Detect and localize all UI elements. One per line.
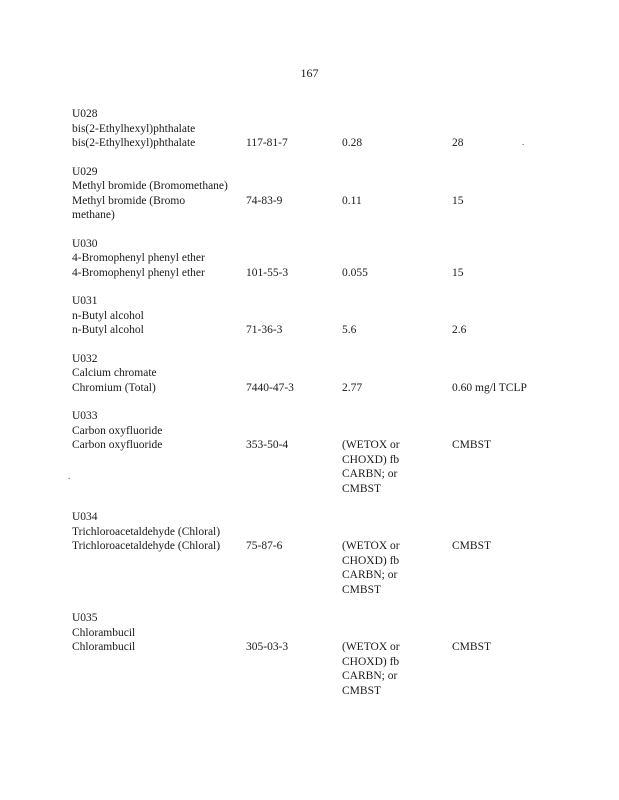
constituent-cell: [72, 640, 246, 698]
constituent-cell: [72, 266, 246, 281]
nonwastewater-standard: 15: [452, 194, 464, 207]
technology-standard-line: CHOXD) fb: [342, 655, 400, 668]
technology-standard-line: CHOXD) fb: [342, 453, 400, 466]
waste-name: Calcium chromate: [72, 367, 157, 379]
constituent-cell: [72, 438, 246, 496]
nonwastewater-cell: [452, 381, 572, 396]
wastewater-cell: [342, 539, 452, 597]
constituent-cell: [72, 194, 246, 223]
waste-entry: [72, 107, 572, 151]
waste-name: n-Butyl alcohol: [72, 309, 144, 322]
nonwastewater-cell: [452, 539, 572, 597]
cas-number: 74-83-9: [246, 194, 283, 207]
nonwastewater-cell: [452, 323, 572, 338]
technology-standard-line: (WETOX or: [342, 540, 400, 552]
nonwastewater-cell: [452, 266, 572, 281]
constituent-row: [72, 438, 572, 496]
waste-code: U028: [72, 108, 98, 120]
scan-speck: .: [522, 137, 525, 147]
wastewater-cell: [342, 381, 452, 396]
nonwastewater-standard: 15: [452, 266, 464, 279]
wastewater-cell: [342, 266, 452, 281]
waste-entry: [68, 409, 572, 496]
nonwastewater-cell: [452, 136, 572, 151]
constituent-row: [72, 539, 572, 597]
nonwastewater-standard: 2.6: [452, 324, 467, 336]
page-number: 167: [300, 66, 319, 80]
constituent-name: Carbon oxyfluoride: [72, 439, 163, 451]
nonwastewater-cell: [452, 194, 572, 223]
technology-standard-line: (WETOX or: [342, 439, 400, 451]
waste-name: 4-Bromophenyl phenyl ether: [72, 252, 205, 264]
cas-number: 353-50-4: [246, 439, 289, 451]
waste-code: U029: [72, 165, 98, 178]
nonwastewater-standard: CMBST: [452, 641, 491, 653]
waste-name: Trichloroacetaldehyde (Chloral): [72, 525, 221, 538]
waste-code-table: [68, 107, 572, 698]
constituent-row: [72, 323, 572, 338]
constituent-cell: [72, 539, 246, 597]
wastewater-standard: 0.11: [342, 194, 362, 207]
cas-number: 117-81-7: [246, 137, 288, 149]
waste-code: U031: [72, 295, 98, 307]
technology-standard-line: (WETOX or: [342, 641, 400, 653]
waste-code: U034: [72, 511, 98, 523]
wastewater-standard: 2.77: [342, 381, 363, 394]
constituent-name: Trichloroacetaldehyde (Chloral): [72, 540, 221, 552]
nonwastewater-standard: 0.60 mg/l TCLP: [452, 381, 527, 394]
waste-code: U035: [72, 612, 98, 624]
constituent-name: n-Butyl alcohol: [72, 324, 144, 336]
waste-entry: [72, 510, 572, 597]
wastewater-cell: [342, 438, 452, 496]
constituent-row: [72, 266, 572, 281]
technology-standard-line: CMBST: [342, 482, 381, 495]
scan-speck: .: [68, 471, 71, 481]
waste-name: Chlorambucil: [72, 626, 136, 639]
waste-name: bis(2-Ethylhexyl)phthalate: [72, 122, 196, 135]
constituent-row: [72, 640, 572, 698]
nonwastewater-standard: CMBST: [452, 540, 491, 552]
wastewater-cell: [342, 640, 452, 698]
technology-standard-line: CARBN; or: [342, 569, 398, 581]
cas-number: 71-36-3: [246, 324, 283, 336]
waste-entry: [72, 165, 572, 223]
waste-code: U033: [72, 410, 98, 422]
technology-standard-line: CMBST: [342, 583, 381, 596]
nonwastewater-cell: [452, 438, 572, 496]
waste-entry: [72, 237, 572, 281]
constituent-row: [72, 381, 572, 396]
constituent-row: [72, 194, 572, 223]
wastewater-cell: [342, 136, 452, 151]
waste-entry: [72, 352, 572, 396]
wastewater-standard: 0.055: [342, 266, 368, 279]
technology-standard-line: CMBST: [342, 684, 381, 697]
constituent-row: [72, 136, 572, 151]
technology-standard-line: CARBN; or: [342, 670, 398, 682]
wastewater-standard: 0.28: [342, 137, 363, 149]
nonwastewater-standard: CMBST: [452, 439, 491, 451]
wastewater-cell: [342, 323, 452, 338]
cas-number: 101-55-3: [246, 266, 289, 279]
cas-number: 305-03-3: [246, 641, 289, 653]
cas-number: 7440-47-3: [246, 381, 294, 394]
constituent-cell: [72, 136, 246, 151]
technology-standard-line: CHOXD) fb: [342, 554, 400, 567]
constituent-name: 4-Bromophenyl phenyl ether: [72, 266, 205, 279]
constituent-name-cont: methane): [72, 209, 115, 221]
constituent-name: Methyl bromide (Bromo: [72, 194, 186, 207]
cas-number: 75-87-6: [246, 540, 283, 552]
waste-name: Methyl bromide (Bromomethane): [72, 180, 228, 192]
waste-name: Carbon oxyfluoride: [72, 424, 163, 437]
constituent-name: Chlorambucil: [72, 641, 136, 653]
nonwastewater-standard: 28: [452, 137, 464, 149]
nonwastewater-cell: [452, 640, 572, 698]
wastewater-cell: [342, 194, 452, 223]
waste-code: U030: [72, 237, 98, 250]
constituent-cell: [72, 381, 246, 396]
technology-standard-line: CARBN; or: [342, 468, 398, 480]
constituent-cell: [72, 323, 246, 338]
waste-entry: [72, 294, 572, 338]
waste-entry: [72, 611, 572, 698]
constituent-name: bis(2-Ethylhexyl)phthalate: [72, 137, 196, 149]
waste-code: U032: [72, 352, 98, 365]
constituent-name: Chromium (Total): [72, 381, 156, 394]
wastewater-standard: 5.6: [342, 324, 357, 336]
